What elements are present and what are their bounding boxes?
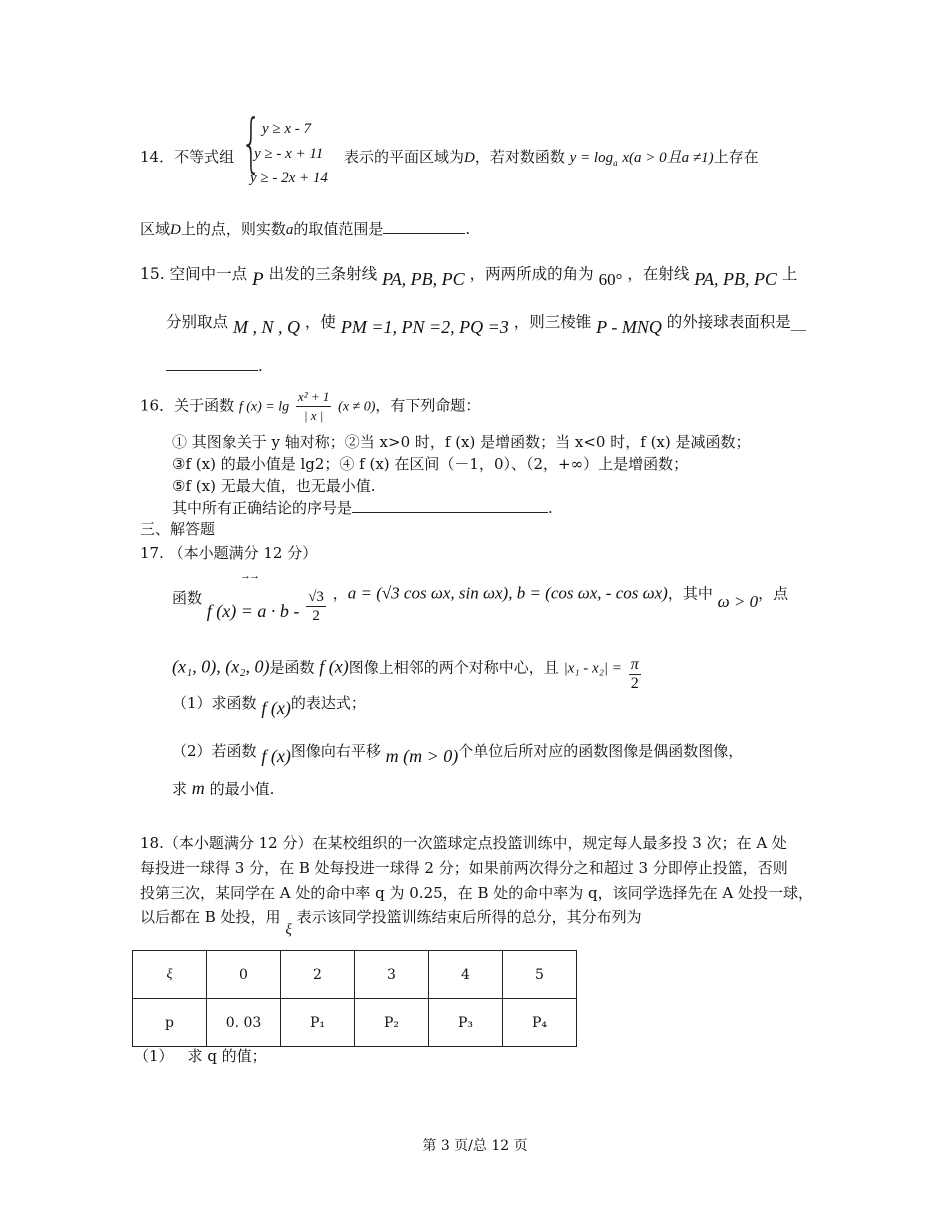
table-cell: ξ [133, 951, 207, 999]
q14-line2: 区域D上的点，则实数a的取值范围是 . [140, 220, 471, 238]
section-heading: 三、解答题 [140, 520, 216, 538]
q18-part1: （1） 求 q 的值； [134, 1047, 267, 1065]
q18-line1: 18.（本小题满分 12 分）在某校组织的一次篮球定点投篮训练中，规定每人最多投 3 次；在 A 处 [140, 834, 787, 852]
q18-line2: 每投进一球得 3 分，在 B 处每投进一球得 2 分；如果前两次得分之和超过 3 分即停止投篮，否则 [140, 859, 788, 877]
answer-blank [383, 219, 465, 234]
inequality-1: y ≥ x - 7 [262, 121, 312, 137]
q14-line1 [140, 146, 234, 167]
q16-statement-2: ③f (x) 的最小值是 lg2；④ f (x) 在区间（－1，0）、（2，+∞）上是增函数； [172, 455, 689, 473]
q15-blank: . [166, 356, 263, 375]
inequality-3: y ≥ - 2x + 14 [250, 170, 328, 186]
q17-part2: （2）若函数 f (x)图像向右平移 m (m > 0)个单位后所对应的函数图像是偶函数图像， [172, 742, 744, 766]
q16-statement-3: ⑤f (x) 无最大值，也无最小值. [172, 477, 376, 495]
table-cell: 2 [281, 951, 355, 999]
q14-line1b: 表示的平面区域为D，若对数函数 $y = \log_a x(a > 0$且a ≠1)上存在 [344, 148, 759, 168]
q15-line2: 分别取点 M , N , Q ，使 PM =1, PN =2, PQ =3 ，则三棱锥 P - MNQ 的外接球表面积是__ [166, 313, 807, 337]
table-row [133, 999, 577, 1047]
q17-part2-line2: 求 m 的最小值. [172, 778, 275, 798]
table-cell: 0 [207, 951, 281, 999]
table-cell: P₃ [429, 999, 503, 1047]
table-cell: 5 [503, 951, 577, 999]
vector-arrows: →→ [240, 570, 258, 582]
table-cell: 4 [429, 951, 503, 999]
system-brace: { [241, 107, 262, 181]
answer-blank [166, 356, 258, 371]
q16-line1: 16．关于函数 f (x) = lg $\frac{\text{x² + 1}}{| x |}$ (x ≠ 0)，有下列命题： [140, 389, 481, 423]
table-cell: P₄ [503, 999, 577, 1047]
q18-line4: 以后都在 B 处投，用 ξ 表示该同学投篮训练结束后所得的总分，其分布列为 [140, 908, 642, 938]
page-footer: 第 3 页/总 12 页 [422, 1138, 528, 1154]
table-cell: 3 [355, 951, 429, 999]
fraction: $\frac{\pi}{2}$ [630, 656, 639, 692]
fraction: $\frac{\text{x² + 1}}{| x |}$ [297, 389, 330, 423]
table-row [133, 951, 577, 999]
fraction: $\frac{√3}{2}$ [308, 589, 324, 624]
distribution-table [132, 950, 577, 1047]
table-cell: 0. 03 [207, 999, 281, 1047]
table-cell: P₁ [281, 999, 355, 1047]
table-cell: p [133, 999, 207, 1047]
q16-statement-1: ① 其图象关于 y 轴对称；②当 x>0 时，f (x) 是增函数；当 x<0 时，f (x) 是减函数； [172, 433, 751, 451]
q17-part1: （1）求函数 f (x)的表达式； [172, 694, 366, 718]
inequality-2: y ≥ - x + 11 [254, 146, 324, 162]
q15-line1: 15. 空间中一点 P 出发的三条射线 PA, PB, PC ，两两所成的角为 60° ，在射线 PA, PB, PC 上 [140, 265, 798, 290]
answer-blank [352, 498, 548, 513]
q17-line2: (x₁, 0), (x₂, 0)是函数 f (x)图像上相邻的两个对称中心，且 |x₁ - x₂| = $\frac{\pi}{2}$ [172, 656, 639, 692]
q18-line3: 投第三次，某同学在 A 处的命中率 q 为 0.25，在 B 处的命中率为 q，该同学选择先在 A 处投一球， [140, 884, 813, 902]
q14-head: 14．不等式组 [140, 148, 235, 166]
q16-statement-4: 其中所有正确结论的序号是 . [172, 499, 553, 517]
q17-head: 17. （本小题满分 12 分） [140, 544, 318, 562]
table-cell: P₂ [355, 999, 429, 1047]
q17-line1: 函数 f (x) = a · b - $\frac{√3}{2}$ ，a = (√3 cos ωx, sin ωx), b = (cos ωx, - cos ωx)，其中 ω > 0，点 [172, 583, 789, 624]
